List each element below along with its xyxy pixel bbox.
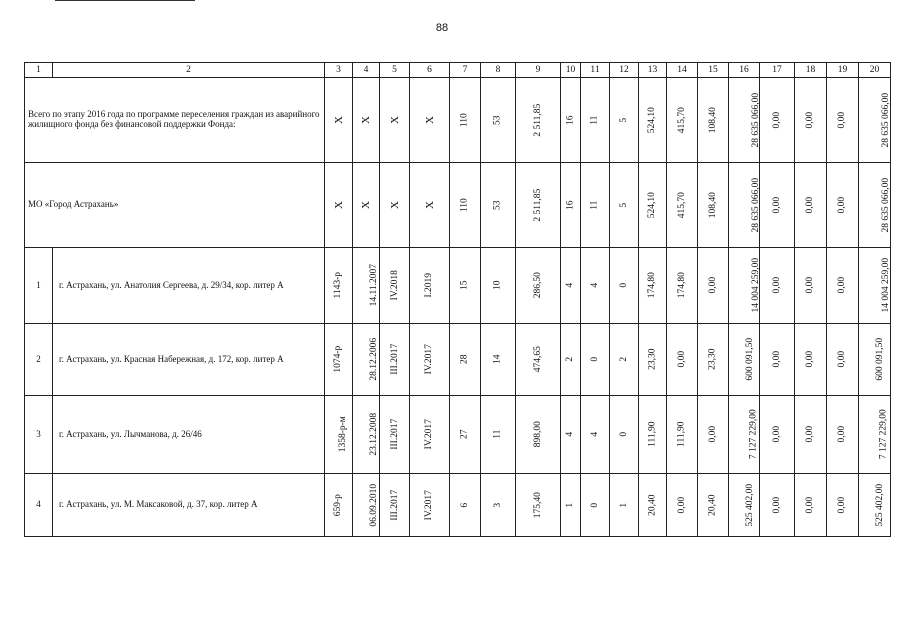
cell: 5 — [610, 78, 639, 163]
cell: X — [353, 163, 380, 248]
cell: 0,00 — [827, 324, 859, 396]
cell: 0,00 — [760, 396, 795, 474]
column-number: 13 — [639, 63, 667, 78]
cell: 23,30 — [698, 324, 729, 396]
cell: 27 — [450, 396, 481, 474]
cell: 1358-р-м — [325, 396, 353, 474]
cell: 0,00 — [760, 474, 795, 537]
cell: 53 — [481, 163, 516, 248]
address-cell: г. Астрахань, ул. Анатолия Сергеева, д. 29/34, кор. литер А — [53, 248, 325, 324]
cell: 111,90 — [667, 396, 698, 474]
cell: 415,70 — [667, 163, 698, 248]
column-number: 11 — [581, 63, 610, 78]
cell: 11 — [581, 163, 610, 248]
resettlement-table — [24, 62, 891, 537]
cell: 4 — [561, 248, 581, 324]
cell: 23.12.2008 — [353, 396, 380, 474]
cell: 474,65 — [516, 324, 561, 396]
row-number: 1 — [25, 248, 53, 324]
column-number: 8 — [481, 63, 516, 78]
cell: 23,30 — [639, 324, 667, 396]
column-number: 16 — [729, 63, 760, 78]
cell: 0,00 — [698, 248, 729, 324]
cell: X — [325, 78, 353, 163]
cell: 28 635 066,00 — [859, 163, 891, 248]
cell: 3 — [481, 474, 516, 537]
cell: IV.2017 — [410, 396, 450, 474]
cell: 415,70 — [667, 78, 698, 163]
cell: 0 — [581, 474, 610, 537]
cell: 1 — [561, 474, 581, 537]
column-number: 14 — [667, 63, 698, 78]
cell: 4 — [561, 396, 581, 474]
cell: 0,00 — [827, 396, 859, 474]
cell: 20,40 — [698, 474, 729, 537]
cell: 14 — [481, 324, 516, 396]
column-number: 10 — [561, 63, 581, 78]
cell: 15 — [450, 248, 481, 324]
table-row — [25, 248, 891, 324]
cell: 524,10 — [639, 163, 667, 248]
column-number: 12 — [610, 63, 639, 78]
cell: 2 — [610, 324, 639, 396]
column-number: 5 — [380, 63, 410, 78]
cell: 524,10 — [639, 78, 667, 163]
cell: 0,00 — [698, 396, 729, 474]
cell: 28.12.2006 — [353, 324, 380, 396]
cell: 53 — [481, 78, 516, 163]
row-number: 4 — [25, 474, 53, 537]
cell: 0,00 — [760, 78, 795, 163]
cell: X — [380, 163, 410, 248]
cell: 0,00 — [795, 248, 827, 324]
cell: 2 511,85 — [516, 163, 561, 248]
top-rule — [55, 0, 195, 1]
cell: 06.09.2010 — [353, 474, 380, 537]
cell: 174,80 — [639, 248, 667, 324]
cell: 0,00 — [795, 474, 827, 537]
cell: 111,90 — [639, 396, 667, 474]
cell: 28 635 066,00 — [859, 78, 891, 163]
cell: IV.2017 — [410, 474, 450, 537]
cell: X — [410, 163, 450, 248]
cell: 0,00 — [827, 474, 859, 537]
column-number: 19 — [827, 63, 859, 78]
column-number: 7 — [450, 63, 481, 78]
cell: 0,00 — [795, 163, 827, 248]
cell: 898,00 — [516, 396, 561, 474]
column-number: 9 — [516, 63, 561, 78]
cell: 0,00 — [760, 163, 795, 248]
cell: 14 004 259,00 — [729, 248, 760, 324]
cell: 0,00 — [827, 248, 859, 324]
cell: 525 402,00 — [859, 474, 891, 537]
cell: 659-р — [325, 474, 353, 537]
cell: 0,00 — [760, 324, 795, 396]
total-row-title: Всего по этапу 2016 года по программе переселения граждан из аварийного жилищного фонда без финансовой поддержки Фонда: — [25, 78, 325, 163]
cell: IV.2017 — [410, 324, 450, 396]
cell: 286,50 — [516, 248, 561, 324]
cell: 4 — [581, 248, 610, 324]
cell: 0 — [610, 248, 639, 324]
cell: 16 — [561, 78, 581, 163]
cell: 28 — [450, 324, 481, 396]
cell: 1 — [610, 474, 639, 537]
cell: 20,40 — [639, 474, 667, 537]
column-number: 6 — [410, 63, 450, 78]
cell: 14 004 259,00 — [859, 248, 891, 324]
cell: 2 511,85 — [516, 78, 561, 163]
cell: 1143-р — [325, 248, 353, 324]
cell: 11 — [481, 396, 516, 474]
cell: 2 — [561, 324, 581, 396]
cell: X — [380, 78, 410, 163]
cell: 5 — [610, 163, 639, 248]
column-number: 20 — [859, 63, 891, 78]
column-number: 2 — [53, 63, 325, 78]
column-number: 18 — [795, 63, 827, 78]
cell: X — [325, 163, 353, 248]
cell: 16 — [561, 163, 581, 248]
address-cell: г. Астрахань, ул. М. Максаковой, д. 37, кор. литер А — [53, 474, 325, 537]
cell: 174,80 — [667, 248, 698, 324]
cell: X — [410, 78, 450, 163]
cell: 600 091,50 — [729, 324, 760, 396]
row-number: 3 — [25, 396, 53, 474]
cell: III.2017 — [380, 396, 410, 474]
column-number-row — [25, 63, 891, 78]
column-number: 4 — [353, 63, 380, 78]
total-row-title: МО «Город Астрахань» — [25, 163, 325, 248]
total-row-municipality — [25, 163, 891, 248]
cell: 525 402,00 — [729, 474, 760, 537]
cell: 108,40 — [698, 163, 729, 248]
cell: 0,00 — [827, 163, 859, 248]
page-number: 88 — [435, 22, 449, 34]
cell: 0,00 — [667, 474, 698, 537]
column-number: 1 — [25, 63, 53, 78]
cell: 0,00 — [795, 78, 827, 163]
table-row — [25, 324, 891, 396]
cell: 1074-р — [325, 324, 353, 396]
column-number: 17 — [760, 63, 795, 78]
cell: 28 635 066,00 — [729, 163, 760, 248]
cell: X — [353, 78, 380, 163]
cell: 28 635 066,00 — [729, 78, 760, 163]
cell: 10 — [481, 248, 516, 324]
cell: 14.11.2007 — [353, 248, 380, 324]
cell: 175,40 — [516, 474, 561, 537]
cell: 7 127 229,00 — [859, 396, 891, 474]
cell: 0,00 — [795, 396, 827, 474]
address-cell: г. Астрахань, ул. Красная Набережная, д. 172, кор. литер А — [53, 324, 325, 396]
cell: 110 — [450, 163, 481, 248]
cell: 7 127 229,00 — [729, 396, 760, 474]
cell: 11 — [581, 78, 610, 163]
cell: 6 — [450, 474, 481, 537]
cell: III.2017 — [380, 324, 410, 396]
cell: 0,00 — [667, 324, 698, 396]
cell: 0,00 — [760, 248, 795, 324]
cell: 108,40 — [698, 78, 729, 163]
cell: 600 091,50 — [859, 324, 891, 396]
cell: 0 — [581, 324, 610, 396]
cell: 110 — [450, 78, 481, 163]
column-number: 3 — [325, 63, 353, 78]
cell: 4 — [581, 396, 610, 474]
cell: III.2017 — [380, 474, 410, 537]
cell: IV.2018 — [380, 248, 410, 324]
table-row — [25, 396, 891, 474]
total-row-stage — [25, 78, 891, 163]
cell: 0 — [610, 396, 639, 474]
address-cell: г. Астрахань, ул. Лычманова, д. 26/46 — [53, 396, 325, 474]
table-row — [25, 474, 891, 537]
row-number: 2 — [25, 324, 53, 396]
column-number: 15 — [698, 63, 729, 78]
cell: I.2019 — [410, 248, 450, 324]
cell: 0,00 — [827, 78, 859, 163]
cell: 0,00 — [795, 324, 827, 396]
